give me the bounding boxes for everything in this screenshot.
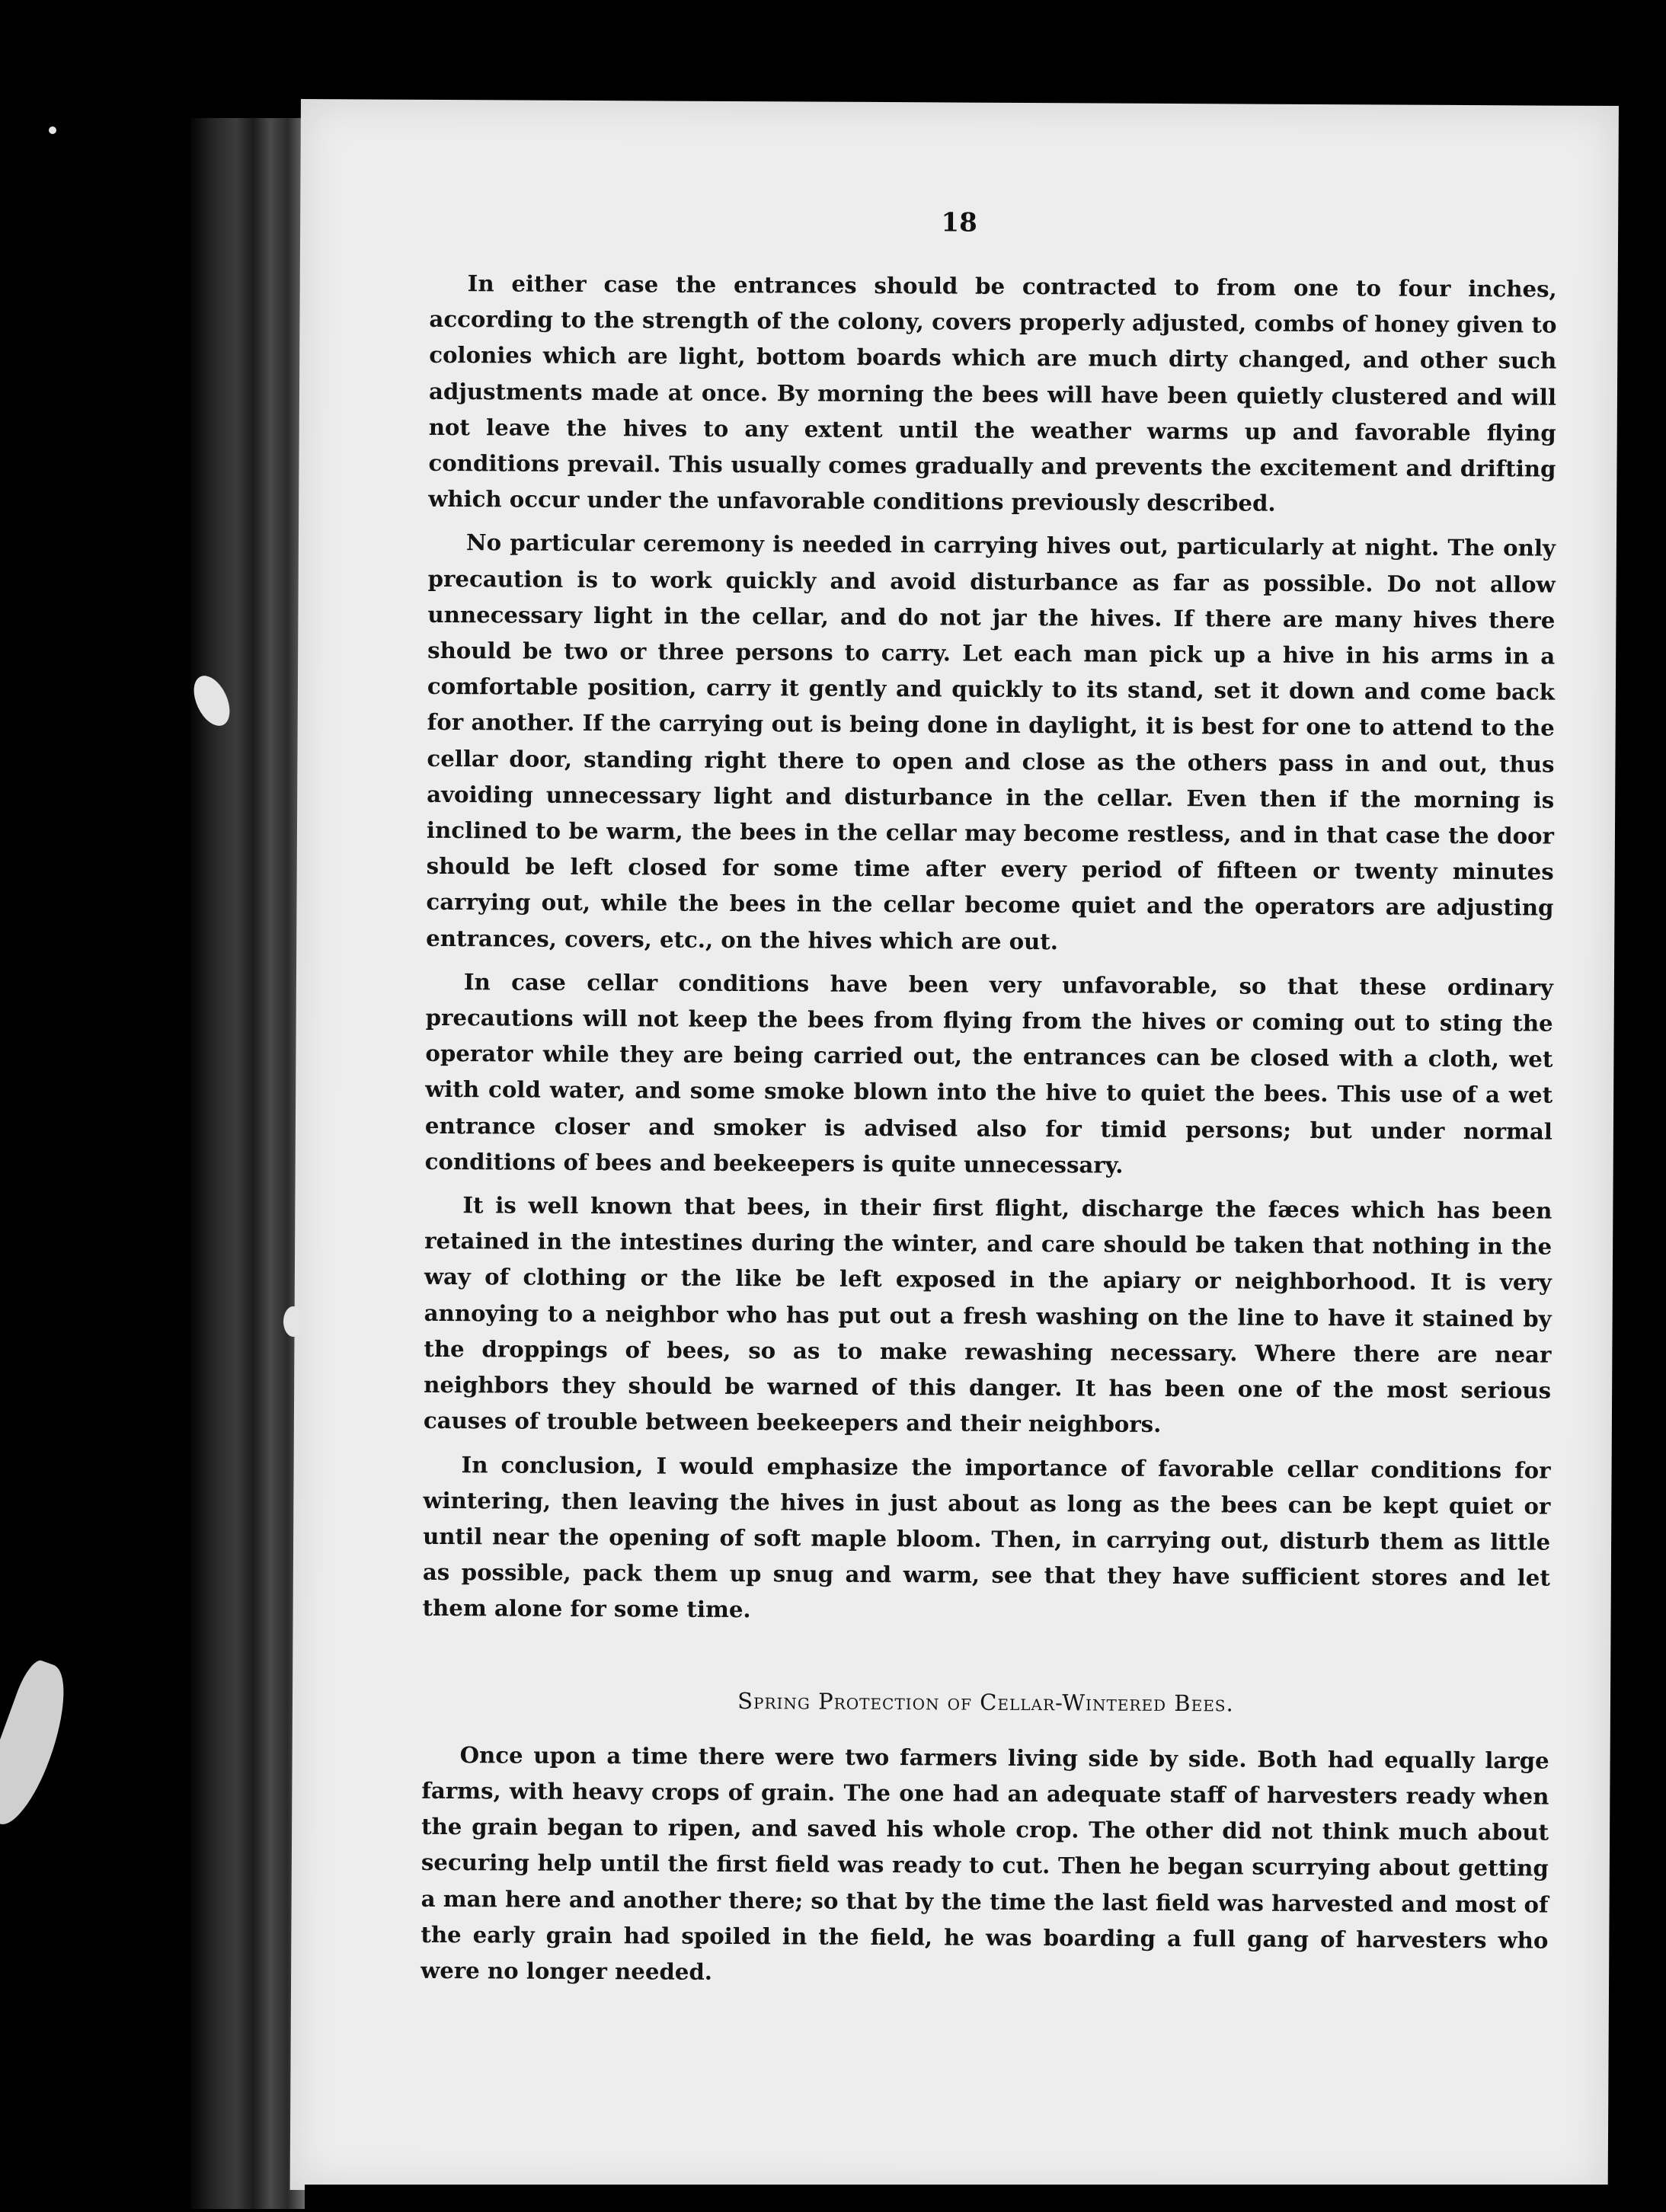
dust-speck [49,126,56,134]
paragraph: It is well known that bees, in their first flight, discharge the fæces which has been retained in the intestines during the winter, and care should be taken that nothing in the way of clothing or the like be left exposed in the apiary or neighborhood. It is very annoying to a neighbor who has put out a fresh washing on the line to have it stained by the droppings of bees, so as to make rewashing necessary. Where there are near neighbors they should be warned of this danger. It has been one of the most serious causes of trouble between beekeepers and their neighbors. [423,1192,1552,1438]
paragraph: In conclusion, I would emphasize the importance of favorable cellar conditions for wintering, then leaving the hives in just about as long as the bees can be kept quiet or until near the opening of soft maple bloom. Then, in carrying out, disturb them as little as possible, pack them up snug and warm, see that they have sufficient stores and let them alone for some time. [422,1451,1551,1623]
dust-speck [0,1657,81,1833]
page-number: 18 [941,207,977,238]
page-body [420,266,1557,2003]
paragraph: Once upon a time there were two farmers living side by side. Both had equally large farms, with heavy crops of grain. The one had an adequate staff of harvesters ready when the grain began to ripen, and saved his whole crop. The other did not think much about securing help until the first field was ready to cut. Then he began scurrying about getting a man here and another there; so that by the time the last field was harvested and most of the early grain had spoiled in the field, he was boarding a full gang of harvesters who were no longer needed. [420,1741,1549,1985]
paragraph: In case cellar conditions have been very unfavorable, so that these ordinary precautions will not keep the bees from flying from the hives or coming out to sting the operator while they are being carried out, the entrances can be closed with a cloth, wet with cold water, and some smoke blown into the hive to quiet the bees. This use of a wet entrance closer and smoker is advised also for timid persons; but under normal conditions of bees and beekeepers is quite unnecessary. [424,968,1554,1178]
dust-speck [283,1306,303,1337]
book-page [290,99,1619,2197]
paragraph: No particular ceremony is needed in carrying hives out, particularly at night. The only precaution is to work quickly and avoid disturbance as far as possible. Do not allow unnecessary light in the cellar, and do not jar the hives. If there are many hives there should be two or three persons to carry. Let each man pick up a hive in his arms in a comfortable position, carry it gently and quickly to its stand, set it down and come back for another. If the carrying out is being done in daylight, it is best for one to attend to the cellar door, standing right there to open and close as the others pass in and out, thus avoiding unnecessary light and disturbance in the cellar. Even then if the morning is inclined to be warm, the bees in the cellar may become restless, and in that case the door should be left closed for some time after every period of fifteen or twenty minutes carrying out, while the bees in the cellar become quiet and the operators are adjusting entrances, covers, etc., on the hives which are out. [426,529,1556,954]
paragraph: In either case the entrances should be contracted to from one to four inches, according to the strength of the colony, covers properly adjusted, combs of honey given to colonies which are light, bottom boards which are much dirty changed, and other such adjustments made at once. By morning the bees will have been quietly clustered and will not leave the hives to any extent until the weather warms up and favorable flying conditions prevail. This usually comes gradually and prevents the excitement and drifting which occur under the unfavorable conditions previously described. [428,270,1557,516]
section-heading: Spring Protection of Cellar-Wintered Bees. [737,1687,1234,1716]
book-spine-edge [190,118,305,2209]
page-bottom-edge [305,2185,1666,2212]
